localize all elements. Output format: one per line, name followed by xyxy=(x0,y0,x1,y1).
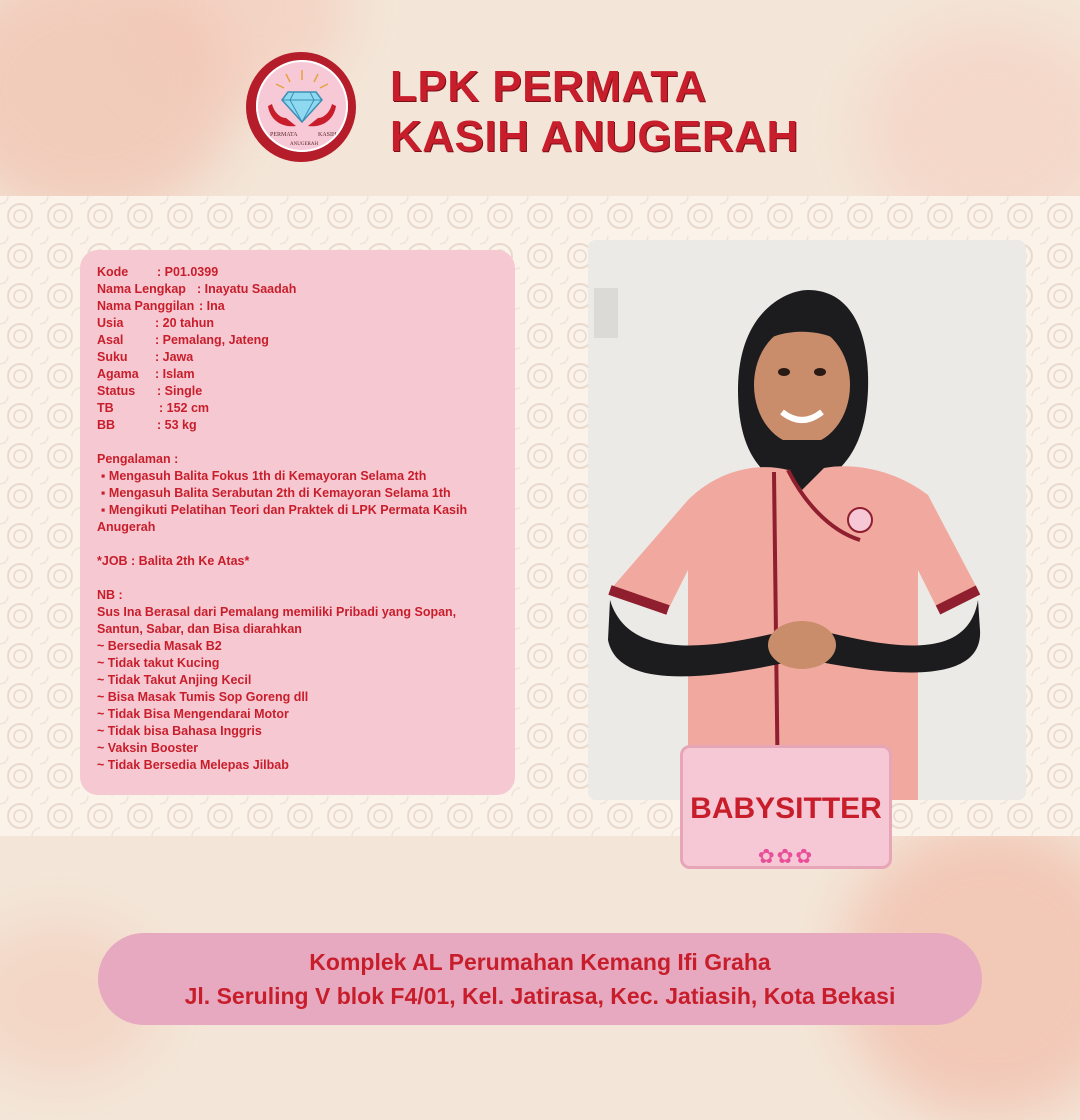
experience-item-continued: Anugerah xyxy=(97,520,156,534)
logo-text-left: PERMATA xyxy=(270,132,298,138)
nb-item: ~ Bisa Masak Tumis Sop Goreng dll xyxy=(97,690,309,704)
row-label: TB xyxy=(97,401,114,415)
nb-item: ~ Tidak Bersedia Melepas Jilbab xyxy=(97,758,289,772)
logo-ring xyxy=(256,60,348,152)
position-badge xyxy=(680,745,892,869)
row-label: Status xyxy=(97,384,136,398)
row-label: Asal xyxy=(97,333,124,347)
profile-row-status xyxy=(97,383,507,400)
row-value: : Inayatu Saadah xyxy=(197,282,297,296)
title-line-1: LPK PERMATA xyxy=(390,62,707,111)
profile-row-asal xyxy=(97,332,507,349)
page-title xyxy=(390,62,799,162)
experience-item: ▪ Mengasuh Balita Fokus 1th di Kemayoran Selama 2th xyxy=(101,469,427,483)
position-label: BABYSITTER xyxy=(690,792,882,825)
experience-heading: Pengalaman : xyxy=(97,452,179,466)
nb-item: ~ Tidak Takut Anjing Kecil xyxy=(97,673,252,687)
row-label: Kode xyxy=(97,265,129,279)
candidate-photo xyxy=(588,240,1026,800)
title-line-2: KASIH ANUGERAH xyxy=(390,112,799,161)
address-banner xyxy=(98,933,982,1025)
row-label: BB xyxy=(97,418,116,432)
row-label: Agama xyxy=(97,367,139,381)
logo-text-right: KASIH xyxy=(318,132,337,138)
profile-row-bb xyxy=(97,417,507,434)
nb-item: ~ Bersedia Masak B2 xyxy=(97,639,222,653)
profile-details xyxy=(97,264,507,774)
row-value: : Single xyxy=(157,384,203,398)
nb-item: ~ Tidak takut Kucing xyxy=(97,656,220,670)
experience-item: ▪ Mengasuh Balita Serabutan 2th di Kemayoran Selama 1th xyxy=(101,486,451,500)
row-value: : Pemalang, Jateng xyxy=(155,333,269,347)
row-label: Suku xyxy=(97,350,128,364)
row-value: : Jawa xyxy=(155,350,194,364)
address-line-2: Jl. Seruling V blok F4/01, Kel. Jatirasa, Kec. Jatiasih, Kota Bekasi xyxy=(184,983,896,1009)
row-value: : 53 kg xyxy=(157,418,197,432)
nb-item: ~ Tidak Bisa Mengendarai Motor xyxy=(97,707,289,721)
profile-row-agama xyxy=(97,366,507,383)
row-value: : Islam xyxy=(155,367,195,381)
row-label: Nama Lengkap xyxy=(97,282,186,296)
nb-intro: Sus Ina Berasal dari Pemalang memiliki Pribadi yang Sopan, xyxy=(97,605,457,619)
job-preference: *JOB : Balita 2th Ke Atas* xyxy=(97,554,250,568)
nb-item: ~ Tidak bisa Bahasa Inggris xyxy=(97,724,262,738)
row-value: : P01.0399 xyxy=(157,265,219,279)
nb-intro: Santun, Sabar, dan Bisa diarahkan xyxy=(97,622,302,636)
row-value: : Ina xyxy=(199,299,225,313)
nb-heading: NB : xyxy=(97,588,123,602)
row-value: : 20 tahun xyxy=(155,316,215,330)
profile-row-suku xyxy=(97,349,507,366)
row-label: Usia xyxy=(97,316,124,330)
experience-item: ▪ Mengikuti Pelatihan Teori dan Praktek di LPK Permata Kasih xyxy=(101,503,468,517)
logo-text-bottom: ANUGERAH xyxy=(290,142,319,147)
flower-icon: ✿✿✿ xyxy=(757,846,815,868)
profile-row-nama-panggilan xyxy=(97,298,507,315)
profile-row-usia xyxy=(97,315,507,332)
profile-row-nama-lengkap xyxy=(97,281,507,298)
row-value: : 152 cm xyxy=(159,401,210,415)
company-logo xyxy=(246,52,356,162)
candidate-illustration xyxy=(588,240,1026,800)
address-line-1: Komplek AL Perumahan Kemang Ifi Graha xyxy=(309,949,771,975)
nb-item: ~ Vaksin Booster xyxy=(97,741,199,755)
profile-row-kode xyxy=(97,264,507,281)
row-label: Nama Panggilan xyxy=(97,299,195,313)
profile-row-tb xyxy=(97,400,507,417)
